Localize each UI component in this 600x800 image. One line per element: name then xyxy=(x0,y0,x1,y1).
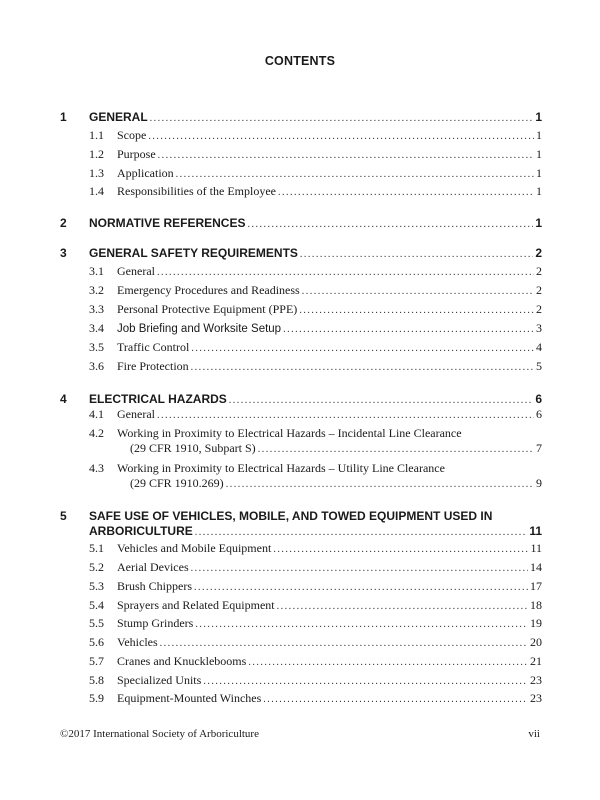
entry-title-cont: (29 CFR 1910, Subpart S) xyxy=(130,441,256,455)
dot-leader xyxy=(300,249,533,260)
page-ref: 4 xyxy=(536,340,542,354)
page-ref: 1 xyxy=(536,147,542,161)
entry-number: 5.5 xyxy=(89,616,104,630)
dot-leader xyxy=(273,544,528,555)
toc-entry-5-8[interactable] xyxy=(0,673,600,691)
page-ref: 1 xyxy=(536,184,542,198)
page-ref: 21 xyxy=(530,654,542,668)
toc-entry-4-1[interactable] xyxy=(0,407,600,425)
section-title: GENERAL SAFETY REQUIREMENTS xyxy=(89,246,298,260)
page-ref: 2 xyxy=(536,264,542,278)
dot-leader xyxy=(191,362,534,373)
entry-number: 5.8 xyxy=(89,673,104,687)
toc-section-1[interactable] xyxy=(0,110,600,128)
section-title: NORMATIVE REFERENCES xyxy=(89,216,246,230)
entry-number: 4.2 xyxy=(89,426,104,440)
entry-title: Personal Protective Equipment (PPE) xyxy=(117,302,298,316)
footer-copyright: ©2017 International Society of Arboriculture xyxy=(60,728,259,740)
toc-section-3[interactable] xyxy=(0,246,600,264)
section-number: 1 xyxy=(60,110,67,124)
page-ref: 5 xyxy=(536,359,542,373)
dot-leader xyxy=(229,395,534,406)
entry-number: 5.4 xyxy=(89,598,104,612)
entry-number: 5.7 xyxy=(89,654,104,668)
dot-leader xyxy=(247,219,533,230)
toc-entry-5-3[interactable] xyxy=(0,579,600,597)
dot-leader xyxy=(148,131,534,142)
dot-leader xyxy=(176,169,534,180)
entry-number: 3.6 xyxy=(89,359,104,373)
entry-number: 3.3 xyxy=(89,302,104,316)
dot-leader xyxy=(283,324,534,335)
section-number: 2 xyxy=(60,216,67,230)
toc-entry-1-3[interactable] xyxy=(0,166,600,184)
entry-title: Equipment-Mounted Winches xyxy=(117,691,262,705)
page-ref: 17 xyxy=(530,579,542,593)
entry-title: General xyxy=(117,264,155,278)
toc-entry-3-3[interactable] xyxy=(0,302,600,320)
section-title: GENERAL xyxy=(89,110,148,124)
entry-title: Responsibilities of the Employee xyxy=(117,184,276,198)
entry-title: Job Briefing and Worksite Setup xyxy=(117,323,282,335)
page-ref: 1 xyxy=(535,216,542,230)
entry-title: Vehicles and Mobile Equipment xyxy=(117,541,272,555)
toc-entry-4-2-cont[interactable] xyxy=(0,441,600,459)
page-ref: 11 xyxy=(530,541,542,555)
entry-number: 5.3 xyxy=(89,579,104,593)
dot-leader xyxy=(195,527,528,538)
entry-title: Specialized Units xyxy=(117,673,202,687)
entry-title: Cranes and Knucklebooms xyxy=(117,654,247,668)
footer-page-number: vii xyxy=(528,728,540,740)
page-ref: 2 xyxy=(536,302,542,316)
page-ref: 11 xyxy=(529,524,542,538)
entry-title-cont: (29 CFR 1910.269) xyxy=(130,476,224,490)
toc-entry-5-7[interactable] xyxy=(0,654,600,672)
entry-number: 5.1 xyxy=(89,541,104,555)
page-ref: 6 xyxy=(536,407,542,421)
entry-number: 5.6 xyxy=(89,635,104,649)
page-ref: 7 xyxy=(536,441,542,455)
entry-number: 4.1 xyxy=(89,407,104,421)
toc-entry-5-9[interactable] xyxy=(0,691,600,709)
entry-title: Sprayers and Related Equipment xyxy=(117,598,275,612)
entry-number: 5.2 xyxy=(89,560,104,574)
toc-entry-1-2[interactable] xyxy=(0,147,600,165)
entry-number: 3.4 xyxy=(89,321,104,335)
dot-leader xyxy=(278,187,534,198)
dot-leader xyxy=(203,676,528,687)
entry-title: Brush Chippers xyxy=(117,579,192,593)
entry-title: Fire Protection xyxy=(117,359,189,373)
dot-leader xyxy=(195,619,528,630)
page-ref: 2 xyxy=(535,246,542,260)
entry-title: Aerial Devices xyxy=(117,560,189,574)
page-ref: 9 xyxy=(536,476,542,490)
page-ref: 1 xyxy=(536,128,542,142)
entry-number: 5.9 xyxy=(89,691,104,705)
page-ref: 23 xyxy=(530,691,542,705)
entry-number: 3.1 xyxy=(89,264,104,278)
entry-title: Purpose xyxy=(117,147,156,161)
toc-section-5-cont[interactable] xyxy=(0,524,600,542)
dot-leader xyxy=(191,563,528,574)
entry-title: Working in Proximity to Electrical Hazards – Incidental Line Clearance xyxy=(117,426,462,440)
entry-title: Traffic Control xyxy=(117,340,190,354)
entry-title: Emergency Procedures and Readiness xyxy=(117,283,300,297)
toc-entry-1-4[interactable] xyxy=(0,184,600,202)
entry-number: 3.2 xyxy=(89,283,104,297)
dot-leader xyxy=(194,582,528,593)
dot-leader xyxy=(258,444,534,455)
dot-leader xyxy=(191,343,534,354)
toc-entry-5-6[interactable] xyxy=(0,635,600,653)
entry-number: 1.1 xyxy=(89,128,104,142)
entry-title: Application xyxy=(117,166,174,180)
section-title: SAFE USE OF VEHICLES, MOBILE, AND TOWED EQUIPMENT USED IN xyxy=(89,509,493,523)
dot-leader xyxy=(248,657,528,668)
toc-entry-3-2[interactable] xyxy=(0,283,600,301)
entry-title: Stump Grinders xyxy=(117,616,194,630)
toc-entry-3-1[interactable] xyxy=(0,264,600,282)
toc-entry-4-3-cont[interactable] xyxy=(0,476,600,494)
section-number: 3 xyxy=(60,246,67,260)
section-number: 4 xyxy=(60,392,67,406)
dot-leader xyxy=(157,267,534,278)
page-ref: 6 xyxy=(535,392,542,406)
dot-leader xyxy=(299,305,534,316)
page-ref: 3 xyxy=(536,321,542,335)
entry-title: Vehicles xyxy=(117,635,158,649)
toc-section-2[interactable] xyxy=(0,216,600,234)
section-title-cont: ARBORICULTURE xyxy=(89,524,193,538)
page-ref: 23 xyxy=(530,673,542,687)
toc-entry-5-4[interactable] xyxy=(0,598,600,616)
entry-title: Scope xyxy=(117,128,147,142)
page-ref: 1 xyxy=(536,166,542,180)
entry-number: 1.2 xyxy=(89,147,104,161)
toc-entry-3-5[interactable] xyxy=(0,340,600,358)
entry-title: Working in Proximity to Electrical Hazards – Utility Line Clearance xyxy=(117,461,445,475)
entry-number: 1.4 xyxy=(89,184,104,198)
toc-entry-5-1[interactable] xyxy=(0,541,600,559)
toc-entry-3-6[interactable] xyxy=(0,359,600,377)
section-number: 5 xyxy=(60,509,67,523)
page-ref: 19 xyxy=(530,616,542,630)
dot-leader xyxy=(263,694,528,705)
page-ref: 20 xyxy=(530,635,542,649)
entry-number: 3.5 xyxy=(89,340,104,354)
entry-title: General xyxy=(117,407,155,421)
page-ref: 18 xyxy=(530,598,542,612)
page-title: CONTENTS xyxy=(264,54,336,68)
dot-leader xyxy=(277,601,528,612)
dot-leader xyxy=(157,410,534,421)
toc-entry-5-5[interactable] xyxy=(0,616,600,634)
section-title: ELECTRICAL HAZARDS xyxy=(89,392,227,406)
dot-leader xyxy=(150,113,534,124)
page-ref: 1 xyxy=(535,110,542,124)
toc-entry-3-4[interactable] xyxy=(0,321,600,339)
page-ref: 2 xyxy=(536,283,542,297)
dot-leader xyxy=(302,286,534,297)
dot-leader xyxy=(226,479,534,490)
dot-leader xyxy=(158,150,534,161)
entry-number: 1.3 xyxy=(89,166,104,180)
dot-leader xyxy=(160,638,528,649)
entry-number: 4.3 xyxy=(89,461,104,475)
toc-entry-1-1[interactable] xyxy=(0,128,600,146)
toc-entry-5-2[interactable] xyxy=(0,560,600,578)
page-ref: 14 xyxy=(530,560,542,574)
